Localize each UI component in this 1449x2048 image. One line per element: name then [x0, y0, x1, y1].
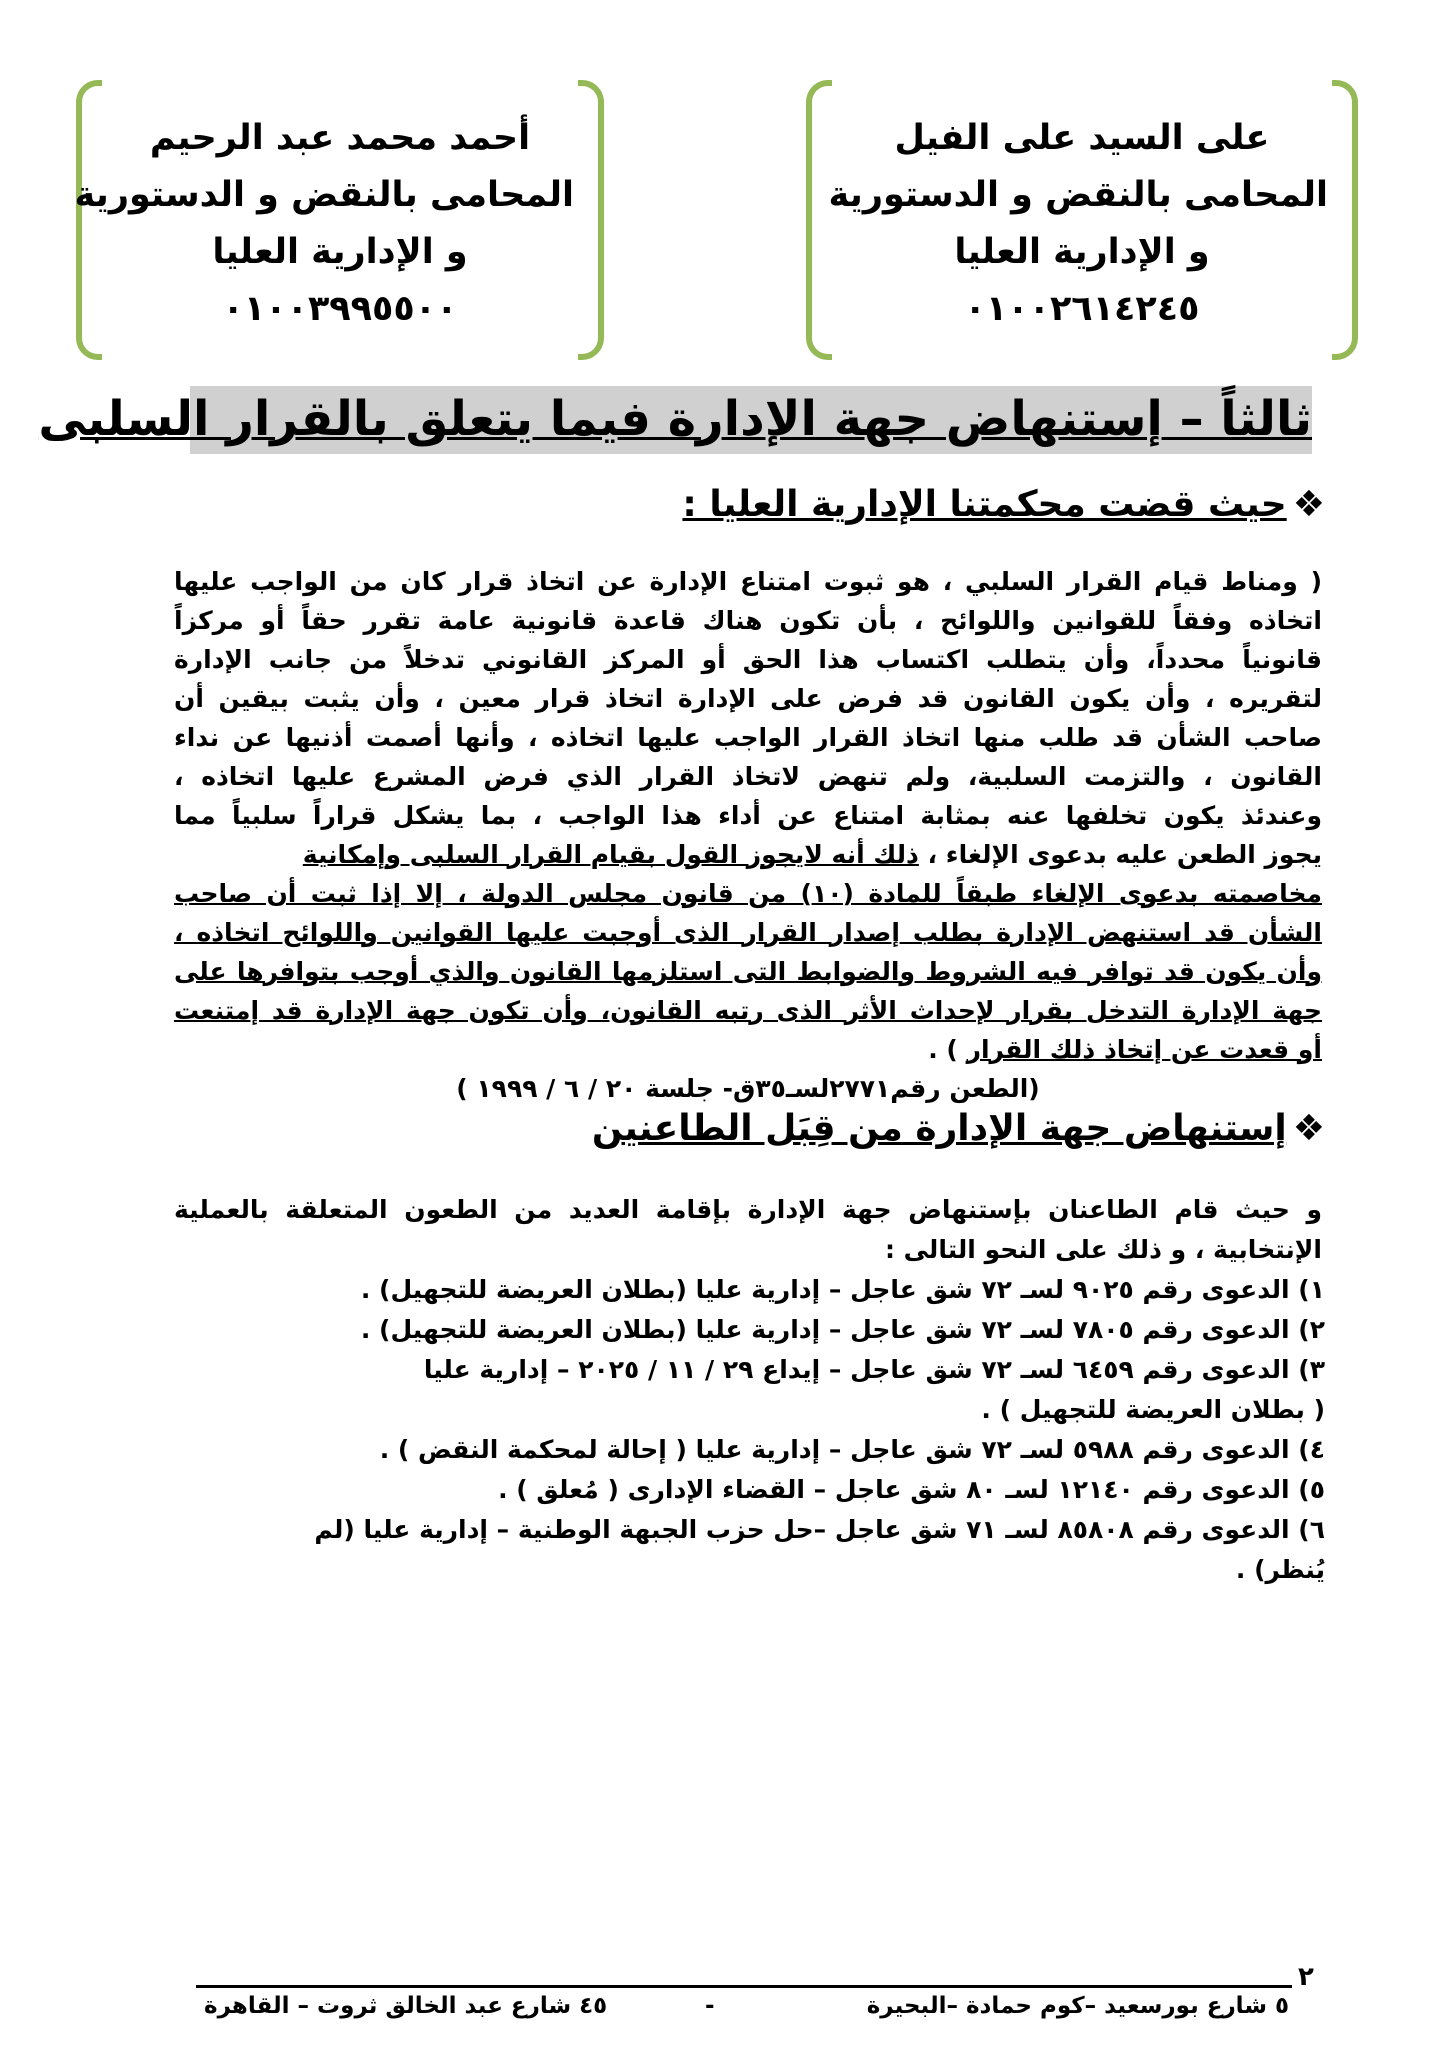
footer-rule	[196, 1985, 1292, 1988]
lawyer-name: أحمد محمد عبد الرحيم	[149, 118, 531, 158]
ruling-line: ( ومناط قيام القرار السلبي ، هو ثبوت امتناع الإدارة عن اتخاذ قرار كان من الواجب عليها	[174, 567, 1322, 596]
lawyer-title: المحامى بالنقض و الدستورية	[74, 175, 574, 215]
subheading-text: إستنهاض جهة الإدارة من قِبَل الطاعنين	[591, 1108, 1287, 1149]
green-bracket-right	[578, 80, 604, 360]
case-item: ٢) الدعوى رقم ٧٨٠٥ لسـ ٧٢ شق عاجل – إدارية عليا (بطلان العريضة للتجهيل) .	[360, 1315, 1325, 1344]
ruling-underlined-line: وأن يكون قد توافر فيه الشروط والضوابط التى استلزمها القانون والذي أوجب بتوافرها على	[174, 957, 1322, 986]
ruling-last-tail: ) .	[928, 1035, 958, 1064]
lawyer-title: المحامى بالنقض و الدستورية	[828, 175, 1328, 215]
ruling-underlined-line: مخاصمته بدعوى الإلغاء طبقاً للمادة (١٠) من قانون مجلس الدولة ، إلا إذا ثبت أن صاحب	[174, 879, 1322, 908]
ruling-last-underlined: أو قعدت عن إتخاذ ذلك القرار	[966, 1035, 1322, 1064]
subheading-petitioners	[592, 1108, 1325, 1149]
subheading-court-ruling	[682, 484, 1325, 525]
ruling-line: صاحب الشأن قد طلب منها اتخاذ القرار الواجب عليها اتخاذه ، وأنها أصمت أذنيها عن نداء	[174, 723, 1322, 752]
subheading-text: حيث قضت محكمتنا الإدارية العليا :	[682, 484, 1287, 525]
ruling-last-line	[174, 1030, 1322, 1070]
case-item: ٦) الدعوى رقم ٨٥٨٠٨ لسـ ٧١ شق عاجل –حل حزب الجبهة الوطنية – إدارية عليا (لم	[314, 1515, 1325, 1544]
case-item-continued: ( بطلان العريضة للتجهيل ) .	[981, 1395, 1325, 1424]
lawyer-phone: ٠١٠٠٣٩٩٥٥٠٠	[222, 289, 458, 329]
intro-line: و حيث قام الطاعنان بإستنهاض جهة الإدارة بإقامة العديد من الطعون المتعلقة بالعملية	[174, 1195, 1322, 1224]
ruling-underlined-line: الشأن قد استنهض الإدارة بطلب إصدار القرار الذى أوجبت عليها القوانين واللوائح اتخاذه ،	[174, 918, 1322, 947]
footer-address-left: ٤٥ شارع عبد الخالق ثروت – القاهرة	[204, 1993, 608, 2019]
lawyer-name: على السيد على الفيل	[894, 118, 1270, 158]
diamond-bullet-icon: ❖	[1292, 484, 1325, 525]
lawyer-box-right	[806, 80, 1358, 360]
case-item: ٤) الدعوى رقم ٥٩٨٨ لسـ ٧٢ شق عاجل – إدارية عليا ( إحالة لمحكمة النقض ) .	[379, 1435, 1325, 1464]
lawyer-court: و الإدارية العليا	[954, 232, 1210, 272]
case-item: ٣) الدعوى رقم ٦٤٥٩ لسـ ٧٢ شق عاجل – إيداع ٢٩ / ١١ / ٢٠٢٥ – إدارية عليا	[423, 1355, 1325, 1384]
green-bracket-right	[1332, 80, 1358, 360]
ruling-underlined-line: جهة الإدارة التدخل بقرار لإحداث الأثر الذى رتبه القانون، وأن تكون جهة الإدارة قد إمتنعت	[174, 996, 1322, 1025]
lawyer-court: و الإدارية العليا	[212, 232, 468, 272]
lawyer-box-left	[76, 80, 604, 360]
ruling-line-plain: يجوز الطعن عليه بدعوى الإلغاء ،	[927, 840, 1322, 869]
ruling-line-mixed	[174, 835, 1322, 875]
ruling-line: وعندئذ يكون تخلفها عنه بمثابة امتناع عن أداء هذا الواجب ، بما يشكل قراراً سلبياً مما	[174, 801, 1322, 830]
case-item-continued: يُنظر) .	[1235, 1555, 1325, 1584]
ruling-line: قانونياً محدداً، وأن يتطلب اكتساب هذا الحق أو المركز القانوني تدخلاً من جانب الإدارة	[174, 645, 1322, 674]
ruling-line: اتخاذه وفقاً للقوانين واللوائح ، بأن تكون هناك قاعدة قانونية عامة تقرر حقاً أو مركزاً	[174, 606, 1322, 635]
intro-line: الإنتخابية ، و ذلك على النحو التالى :	[884, 1235, 1322, 1264]
ruling-citation: (الطعن رقم٢٧٧١لسـ٣٥ق- جلسة ٢٠ / ٦ / ١٩٩٩ )	[456, 1074, 1040, 1103]
section-title	[38, 386, 1312, 454]
case-item: ١) الدعوى رقم ٩٠٢٥ لسـ ٧٢ شق عاجل – إدارية عليا (بطلان العريضة للتجهيل) .	[360, 1275, 1325, 1304]
section-title-text: ثالثاً – إستنهاض جهة الإدارة فيما يتعلق بالقرار السلبى	[38, 391, 1312, 447]
footer-separator: -	[705, 1993, 715, 2019]
lawyer-phone: ٠١٠٠٢٦١٤٢٤٥	[964, 289, 1200, 329]
ruling-line-underlined: ذلك أنه لايجوز القول بقيام القرار السلبى وإمكانية	[302, 840, 919, 869]
case-item: ٥) الدعوى رقم ١٢١٤٠ لسـ ٨٠ شق عاجل – القضاء الإدارى ( مُعلق ) .	[498, 1475, 1325, 1504]
ruling-line: لتقريره ، وأن يكون القانون قد فرض على الإدارة اتخاذ قرار معين ، وأن يثبت بيقين أن	[174, 684, 1322, 713]
diamond-bullet-icon: ❖	[1292, 1108, 1325, 1149]
page-number: ٢	[1298, 1962, 1314, 1992]
footer-address-right: ٥ شارع بورسعيد –كوم حمادة –البحيرة	[866, 1993, 1289, 2019]
ruling-line: القانون ، والتزمت السلبية، ولم تنهض لاتخاذ القرار الذي فرض المشرع عليها اتخاذه ،	[174, 762, 1322, 791]
